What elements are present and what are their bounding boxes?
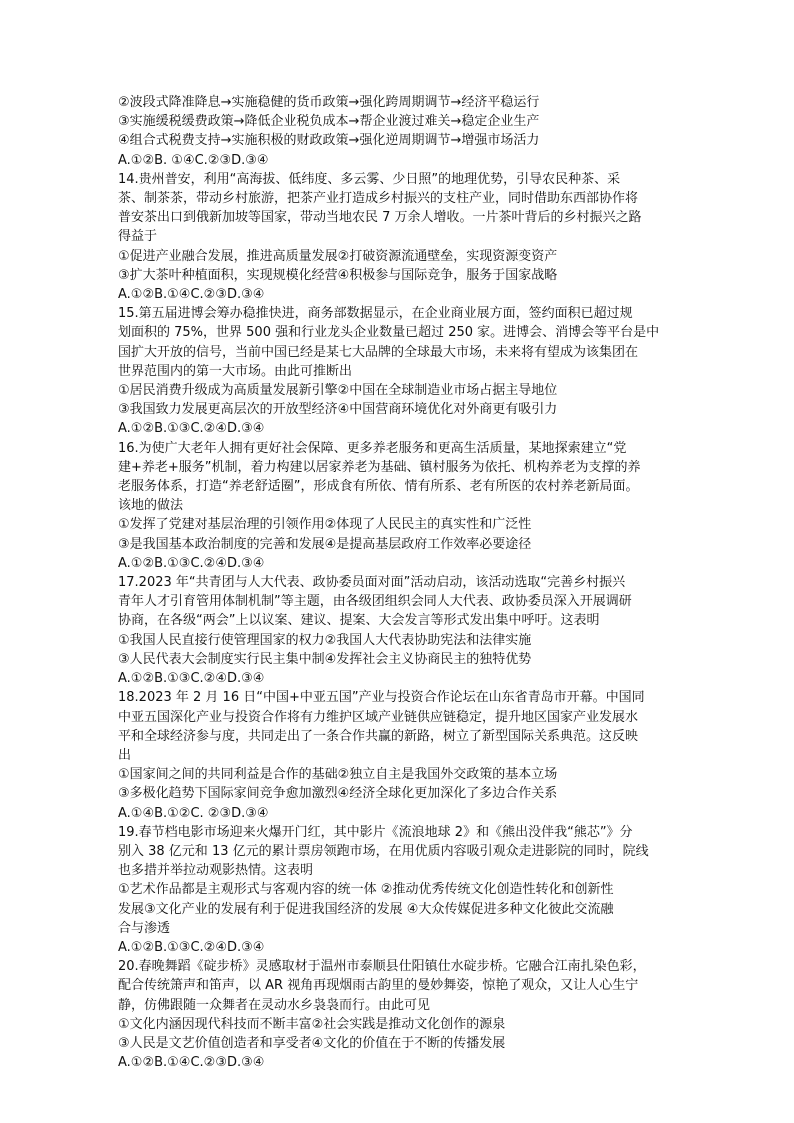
question-stem-line: 19.春节档电影市场迎来火爆开门红，其中影片《流浪地球 2》和《熊出没伴我“熊芯”》分 xyxy=(118,824,633,840)
question-stem-line: 国扩大开放的信号，当前中国已经是某七大品牌的全球最大市场，未来将有望成为该集团在 xyxy=(118,344,639,360)
question-stem-line: 也多措并举拉动观影热情。这表明 xyxy=(118,863,314,879)
option-line: ③人民是文艺价值创造者和享受者④文化的价值在于不断的传播发展 xyxy=(118,1035,506,1051)
question-stem-line: 16.为使广大老年人拥有更好社会保障、更多养老服务和更高生活质量，某地探索建立“党 xyxy=(118,440,627,456)
question-14 xyxy=(118,170,734,304)
option-line: ①促进产业融合发展，推进高质量发展②打破资源流通壁垒，实现资源变资产 xyxy=(118,248,558,264)
option-line: ③是我国基本政治制度的完善和发展④是提高基层政府工作效率必要途径 xyxy=(118,536,532,552)
question-stem-line: 平和全球经济参与度，共同走出了一条合作共赢的新路，树立了新型国际关系典范。这反映 xyxy=(118,728,639,744)
answer-choices: A.①②B.①③C.②④D.③④ xyxy=(118,421,265,437)
question-stem-line: 该地的做法 xyxy=(118,498,184,514)
answer-choices: A.①②B.①③C.②④D.③④ xyxy=(118,555,265,571)
answer-choices: A.①④B.①②C. ②③D.③④ xyxy=(118,805,269,821)
option-line: ③实施缓税缓费政策→降低企业税负成本→帮企业渡过难关→稳定企业生产 xyxy=(118,114,540,130)
question-stem-line: 普安茶出口到俄新加坡等国家，带动当地农民 7 万余人增收。一片茶叶背后的乡村振兴之路 xyxy=(118,210,642,226)
option-line: ①国家间之间的共同利益是合作的基础②独立自主是我国外交政策的基本立场 xyxy=(118,767,558,783)
question-stem-line: 得益于 xyxy=(118,229,158,245)
answer-choices: A.①②B.①④C.②③D.③④ xyxy=(118,1055,265,1071)
option-line: 发展③文化产业的发展有利于促进我国经济的发展 ④大众传媒促进多种文化彼此交流融 xyxy=(118,901,614,917)
option-line: ④组合式税费支持→实施积极的财政政策→强化逆周期调节→增强市场活力 xyxy=(118,133,540,149)
question-stem-line: 别入 38 亿元和 13 亿元的累计票房领跑市场，在用优质内容吸引观众走进影院的同时，院线 xyxy=(118,843,649,859)
question-stem-line: 17.2023 年“共青团与人大代表、政协委员面对面”活动启动，该活动选取“完善乡村振兴 xyxy=(118,575,626,591)
question-stem-line: 建+养老+服务”机制，着力构建以居家养老为基础、镇村服务为依托、机构养老为支撑的养 xyxy=(118,459,641,475)
option-line: 合与渗透 xyxy=(118,920,171,936)
question-19 xyxy=(118,823,734,957)
option-line: ①文化内涵因现代科技而不断丰富②社会实践是推动文化创作的源泉 xyxy=(118,1016,506,1032)
question-stem-line: 协商，在各级“两会”上以议案、建议、提案、大会发言等形式发出集中呼吁。这表明 xyxy=(118,613,600,629)
option-line: ③人民代表大会制度实行民主集中制④发挥社会主义协商民主的独特优势 xyxy=(118,651,532,667)
answer-choices: A.①②B. ①④C.②③D.③④ xyxy=(118,152,269,168)
question-20 xyxy=(118,957,734,1072)
option-line: ①居民消费升级成为高质量发展新引擎②中国在全球制造业市场占据主导地位 xyxy=(118,383,558,399)
question-17 xyxy=(118,573,734,688)
question-stem-line: 20.春晚舞蹈《碇步桥》灵感取材于温州市泰顺县仕阳镇仕水碇步桥。它融合江南扎染色彩， xyxy=(118,959,646,975)
answer-choices: A.①②B.①④C.②③D.③④ xyxy=(118,287,265,303)
question-18 xyxy=(118,688,734,822)
question-stem-line: 14.贵州普安，利用“高海拔、低纬度、多云雾、少日照”的地理优势，引导农民种茶、采 xyxy=(118,171,621,187)
option-line: ③我国致力发展更高层次的开放型经济④中国营商环境优化对外商更有吸引力 xyxy=(118,402,558,418)
question-stem-line: 静，仿佛跟随一众舞者在灵动水乡袅袅而行。由此可见 xyxy=(118,997,431,1013)
question-16 xyxy=(118,439,734,573)
option-line: ①艺术作品都是主观形式与客观内容的统一体 ②推动优秀传统文化创造性转化和创新性 xyxy=(118,882,614,898)
question-stem-line: 15.第五届进博会筹办稳推快进，商务部数据显示，在企业商业展方面，签约面积已超过规 xyxy=(118,306,633,322)
question-stem-line: 中亚五国深化产业与投资合作将有力维护区域产业链供应链稳定，提升地区国家产业发展水 xyxy=(118,709,639,725)
question-stem-line: 青年人才引育管用体制机制”等主题，由各级团组织会同人大代表、政协委员深入开展调研 xyxy=(118,594,632,610)
question-stem-line: 划面积的 75%，世界 500 强和行业龙头企业数量已超过 250 家。进博会、消博会等平台是中 xyxy=(118,325,660,341)
option-line: ②波段式降准降息→实施稳健的货币政策→强化跨周期调节→经济平稳运行 xyxy=(118,95,540,110)
answer-choices: A.①②B.①③C.②④D.③④ xyxy=(118,939,265,955)
option-line: ①我国人民直接行使管理国家的权力②我国人大代表协助宪法和法律实施 xyxy=(118,632,532,648)
question-stem-line: 茶、制茶茶，带动乡村旅游，把茶产业打造成乡村振兴的支柱产业，同时借助东西部协作将 xyxy=(118,191,639,207)
option-line: ①发挥了党建对基层治理的引领作用②体现了人民民主的真实性和广泛性 xyxy=(118,517,532,533)
question-stem-line: 世界范围内的第一大市场。由此可推断出 xyxy=(118,363,353,379)
option-line: ③多极化趋势下国际家间竞争愈加激烈④经济全球化更加深化了多边合作关系 xyxy=(118,786,558,802)
question-stem-line: 配合传统箫声和笛声，以 AR 视角再现烟雨古韵里的曼妙舞姿，惊艳了观众，又让人心生宁 xyxy=(118,978,639,994)
question-stem-line: 老服务体系，打造“养老舒适圈”，形成食有所依、情有所系、老有所医的农村养老新局面。 xyxy=(118,479,639,495)
answer-choices: A.①②B.①③C.②④D.③④ xyxy=(118,671,265,687)
option-line: ③扩大茶叶种植面积，实现规模化经营④积极参与国际竞争，服务于国家战略 xyxy=(118,267,558,283)
question-stem-line: 出 xyxy=(118,747,132,763)
question-13-tail xyxy=(118,93,734,170)
question-15 xyxy=(118,304,734,438)
question-stem-line: 18.2023 年 2 月 16 日“中国+中亚五国”产业与投资合作论坛在山东省青岛市开幕。中国同 xyxy=(118,690,645,706)
